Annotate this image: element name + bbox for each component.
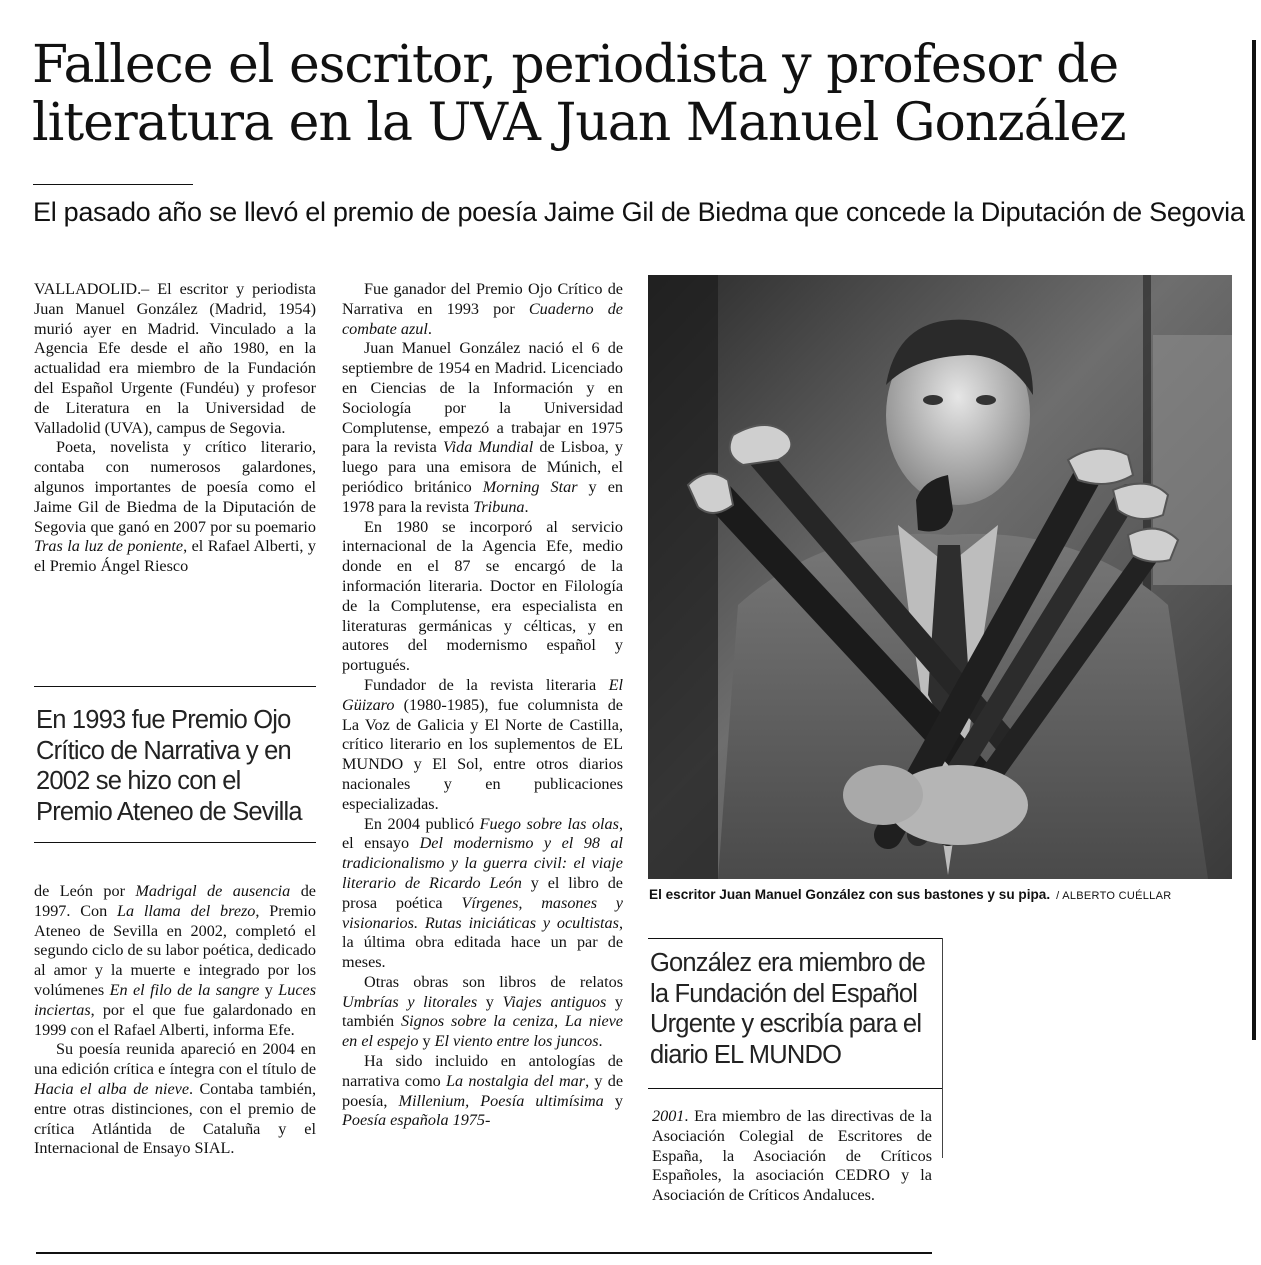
pullquote-rule bbox=[34, 842, 316, 843]
headline-line-1: Fallece el escritor, periodista y profesor de bbox=[32, 35, 1119, 95]
article-column-1-top bbox=[34, 280, 316, 577]
body-paragraph: Ha sido incluido en antologías de narrativa como La nostalgia del mar, y de poesía, Millenium, Poesía ultimísima y Poesía española 1975- bbox=[342, 1052, 624, 1130]
body-paragraph: En 1980 se incorporó al servicio internacional de la Agencia Efe, medio donde en el 87 se encargó de la información literaria. Doctor en Filología de la Complutense, era especialista en literaturas germánicas y célticas, y en autores del modernismo español y portugués. bbox=[342, 517, 623, 675]
caption-text: El escritor Juan Manuel González con sus bastones y su pipa. bbox=[649, 887, 1051, 902]
photo-illustration bbox=[648, 275, 1232, 879]
body-paragraph: Poeta, novelista y crítico literario, contaba con numerosos galardones, algunos importantes de poesía como el Jaime Gil de Biedma de la Diputación de Segovia que ganó en 2007 por su poemario Tras la luz de poniente, el Rafael Alberti, y el Premio Ángel Riesco bbox=[34, 438, 316, 576]
pullquote-1: En 1993 fue Premio Ojo Crítico de Narrativa y en 2002 se hizo con el Premio Ateneo de Sevilla bbox=[36, 706, 302, 826]
body-paragraph: Otras obras son libros de relatos Umbrías y litorales y Viajes antiguos y también Signos sobre la ceniza, La nieve en el espejo y El viento entre los juncos. bbox=[342, 972, 624, 1051]
headline bbox=[32, 36, 1232, 152]
article-column-3 bbox=[652, 1107, 932, 1206]
page-edge bbox=[1252, 40, 1256, 1040]
headline-rule bbox=[33, 184, 193, 185]
subtitle: El pasado año se llevó el premio de poesía Jaime Gil de Biedma que concede la Diputación de Segovia bbox=[33, 197, 1245, 227]
body-paragraph: Fundador de la revista literaria El Güizaro (1980-1985), fue columnista de La Voz de Galicia y El Norte de Castilla, crítico literario en los suplementos de EL MUNDO y El Sol, entre otros diarios nacionales y en publicaciones especializadas. bbox=[342, 675, 623, 813]
article-column-1-bottom bbox=[34, 882, 316, 1159]
pullquote-2: González era miembro de la Fundación del Español Urgente y escribía para el diario EL MUNDO bbox=[650, 949, 925, 1069]
headline-line-2: literatura en la UVA Juan Manuel González bbox=[32, 93, 1126, 153]
body-paragraph: de León por Madrigal de ausencia de 1997. Con La llama del brezo, Premio Ateneo de Sevilla en 2002, completó el segundo ciclo de su labor poética, dedicado al amor y la muerte e integrado por los volúmenes En el filo de la sangre y Luces inciertas, por el que fue galardonado en 1999 con el Rafael Alberti, informa Efe. bbox=[34, 882, 316, 1039]
pullquote-rule bbox=[648, 938, 943, 939]
body-paragraph: En 2004 publicó Fuego sobre las olas, el ensayo Del modernismo y el 98 al tradicionalismo y la guerra civil: el viaje literario de Ricardo León y el libro de prosa poética Vírgenes, masones y visionarios. Rutas iniciáticas y ocultistas, la última obra editada hace un par de meses. bbox=[342, 814, 623, 972]
body-paragraph: Juan Manuel González nació el 6 de septiembre de 1954 en Madrid. Licenciado en Ciencias de la Información y en Sociología por la Universidad Complutense, empezó a trabajar en 1975 para la revista Vida Mundial de Lisboa, y luego para una emisora de Múnich, el periódico británico Morning Star y en 1978 para la revista Tribuna. bbox=[342, 339, 623, 516]
photo-caption bbox=[649, 886, 1249, 905]
pullquote-rule bbox=[34, 686, 316, 687]
body-paragraph: VALLADOLID.– El escritor y periodista Juan Manuel González (Madrid, 1954) murió ayer en Madrid. Vinculado a la Agencia Efe desde el año 1980, en la actualidad era miembro de la Fundación del Español Urgente (Fundéu) y profesor de Literatura en la Universidad de Valladolid (UVA), campus de Segovia. bbox=[34, 280, 316, 437]
body-paragraph: Su poesía reunida apareció en 2004 en una edición crítica e íntegra con el título de Hacia el alba de nieve. Contaba también, entre otras distinciones, con el premio de crítica Atlántida de Cataluña y el Internacional de Ensayo SIAL. bbox=[34, 1040, 316, 1158]
bottom-rule bbox=[36, 1252, 932, 1254]
author-photo bbox=[648, 275, 1232, 879]
body-paragraph: 2001. Era miembro de las directivas de la Asociación Colegial de Escritores de España, la Asociación de Críticos Españoles, la asociación CEDRO y la Asociación de Críticos Andaluces. bbox=[652, 1107, 932, 1205]
photo-credit: / ALBERTO CUÉLLAR bbox=[1056, 890, 1172, 902]
body-paragraph: Fue ganador del Premio Ojo Crítico de Narrativa en 1993 por Cuaderno de combate azul. bbox=[342, 280, 623, 338]
pullquote-rule bbox=[648, 1088, 943, 1089]
column-divider bbox=[942, 938, 943, 1158]
article-column-2 bbox=[342, 280, 623, 1131]
